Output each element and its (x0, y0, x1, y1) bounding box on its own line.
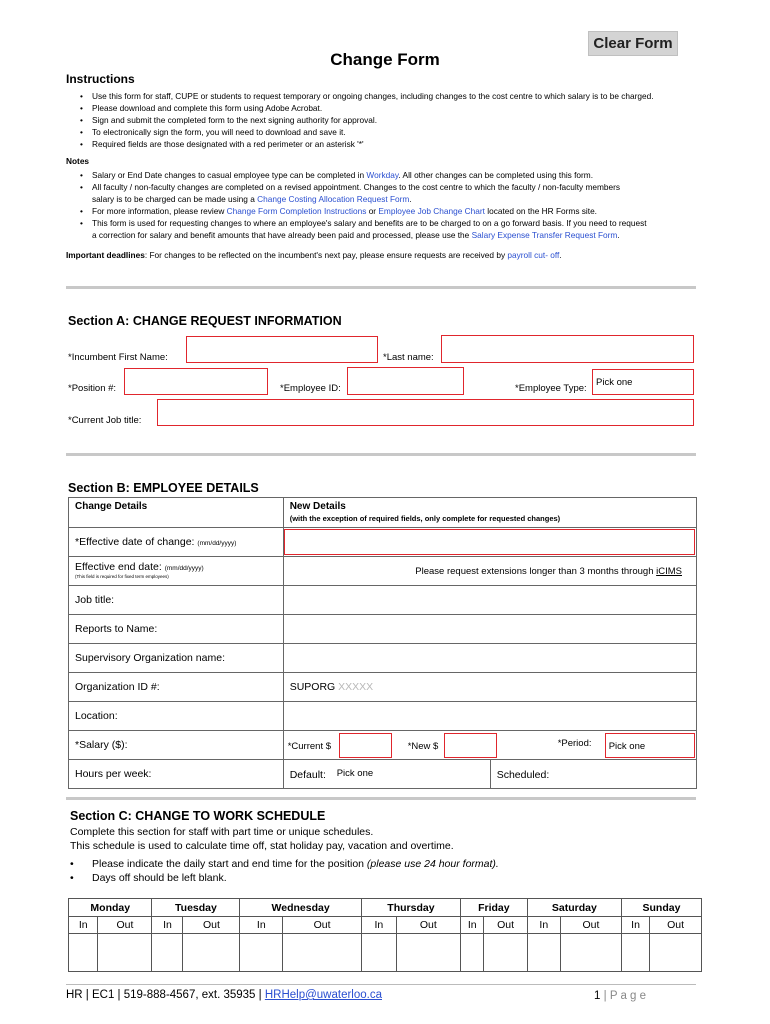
work-schedule-table (68, 898, 702, 972)
note-text: salary is to be charged can be made using a (92, 194, 258, 204)
hours-cell (283, 760, 696, 789)
day-monday: Monday (69, 899, 152, 917)
notes-list (80, 169, 740, 241)
note-text: Salary or End Date changes to casual employee type can be completed in (92, 170, 367, 180)
instructions-heading: Instructions (66, 72, 135, 86)
sup-org-label: Supervisory Organization name: (69, 644, 284, 673)
note-text: or (366, 206, 379, 216)
hours-label: Hours per week: (69, 760, 284, 789)
effective-date-text: *Effective date of change: (75, 536, 195, 548)
schedule-input-row (69, 934, 702, 972)
day-sunday: Sunday (621, 899, 701, 917)
effective-date-label (69, 528, 284, 557)
page-separator: | (603, 990, 607, 1002)
deadline-end: . (559, 250, 562, 260)
location-label: Location: (69, 702, 284, 731)
time-input[interactable] (460, 934, 484, 972)
scheduled-label: Scheduled: (496, 769, 550, 781)
time-input[interactable] (183, 934, 240, 972)
time-input[interactable] (283, 934, 362, 972)
last-name-label: *Last name: (383, 352, 434, 363)
job-title-input[interactable] (283, 586, 696, 615)
new-salary-label: *New $ (407, 741, 439, 752)
end-date-label (69, 557, 284, 586)
in-header: In (460, 917, 484, 934)
reports-to-input[interactable] (283, 615, 696, 644)
note-text: This form is used for requesting changes to where an employee's salary and benefits are to be charged to on a go forward basis. If you need to request (92, 218, 647, 228)
day-saturday: Saturday (527, 899, 621, 917)
out-header: Out (396, 917, 460, 934)
instruction-item: • To electronically sign the form, you will need to download and save it. (80, 126, 740, 138)
cell-divider (490, 760, 491, 788)
employee-id-label: *Employee ID: (280, 383, 341, 394)
reports-to-label: Reports to Name: (69, 615, 284, 644)
table-row (69, 586, 697, 615)
out-header: Out (283, 917, 362, 934)
effective-date-format: (mm/dd/yyyy) (197, 540, 237, 547)
time-input[interactable] (69, 934, 98, 972)
section-c-intro-1: Complete this section for staff with part time or unique schedules. (70, 826, 374, 838)
schedule-days-row (69, 899, 702, 917)
note-item (80, 217, 740, 241)
note-text: For more information, please review (92, 206, 227, 216)
period-label: *Period: (557, 738, 592, 749)
table-row (69, 615, 697, 644)
employee-type-select[interactable]: Pick one (592, 369, 694, 395)
table-row (69, 673, 697, 702)
out-header: Out (183, 917, 240, 934)
end-date-format: (mm/dd/yyyy) (164, 565, 204, 572)
page-word: P a g e (609, 990, 647, 1002)
bullet-text: Days off should be left blank. (92, 872, 227, 884)
salary-expense-transfer-link[interactable]: Salary Expense Transfer Request Form (471, 230, 618, 240)
note-text: a correction for salary and benefit amounts that have already been paid and processed, please use the (92, 230, 472, 240)
icims-link[interactable]: iCIMS (656, 565, 682, 577)
org-id-placeholder: XXXXX (338, 681, 374, 693)
note-item (80, 169, 740, 181)
employee-type-label: *Employee Type: (515, 383, 587, 394)
new-details-subtitle: (with the exception of required fields, only complete for requested changes) (289, 514, 561, 523)
table-row (69, 760, 697, 789)
salary-cell (283, 731, 696, 760)
current-salary-input[interactable] (339, 733, 392, 758)
instruction-item: • Use this form for staff, CUPE or students to request temporary or ongoing changes, including changes to the cost centre to which salary is to be charged. (80, 90, 740, 102)
job-title-label: Job title: (69, 586, 284, 615)
default-label: Default: (289, 769, 326, 781)
completion-instructions-link[interactable]: Change Form Completion Instructions (226, 206, 367, 216)
new-details-header (283, 498, 696, 528)
day-friday: Friday (460, 899, 527, 917)
current-job-title-input[interactable] (157, 399, 694, 426)
time-input[interactable] (650, 934, 702, 972)
bullet: • (70, 872, 74, 884)
change-details-header: Change Details (69, 498, 284, 528)
bullet-text: Please indicate the daily start and end time for the position (92, 858, 367, 870)
table-row (69, 528, 697, 557)
org-id-prefix: SUPORG (289, 681, 336, 693)
bullet-italic: (please use 24 hour format). (366, 858, 499, 870)
footer-contact (66, 989, 382, 1001)
section-b-heading: Section B: EMPLOYEE DETAILS (68, 481, 259, 495)
position-input[interactable] (124, 368, 268, 395)
section-c-bullet-2 (70, 872, 227, 884)
note-text: . (617, 230, 620, 240)
footer-divider (66, 984, 696, 985)
time-input[interactable] (361, 934, 396, 972)
out-header: Out (650, 917, 702, 934)
bullet: • (70, 858, 74, 870)
org-id-label: Organization ID #: (69, 673, 284, 702)
position-label: *Position #: (68, 383, 117, 394)
employee-details-table (68, 497, 697, 789)
divider (66, 286, 696, 289)
location-input[interactable] (283, 702, 696, 731)
new-details-title: New Details (289, 501, 346, 512)
notes-heading: Notes (66, 156, 90, 166)
table-row (69, 644, 697, 673)
page-num: 1 (594, 990, 601, 1002)
page-title: Change Form (330, 50, 440, 69)
section-c-heading: Section C: CHANGE TO WORK SCHEDULE (70, 809, 326, 823)
new-salary-input[interactable] (444, 733, 497, 758)
instruction-item: • Required fields are those designated with a red perimeter or an asterisk '*' (80, 138, 740, 150)
employee-id-input[interactable] (347, 367, 464, 395)
clear-form-button[interactable]: Clear Form (588, 31, 678, 56)
time-input[interactable] (98, 934, 152, 972)
end-date-cell[interactable] (283, 557, 696, 586)
section-c-bullet-1 (70, 858, 499, 870)
time-input[interactable] (152, 934, 183, 972)
last-name-input[interactable] (441, 335, 694, 363)
out-header: Out (560, 917, 621, 934)
table-row (69, 731, 697, 760)
in-header: In (152, 917, 183, 934)
current-job-title-label: *Current Job title: (68, 415, 142, 426)
end-date-text: Effective end date: (75, 561, 162, 573)
end-date-message: Please request extensions longer than 3 months through (415, 565, 657, 577)
table-header-row (69, 498, 697, 528)
table-row (69, 702, 697, 731)
sup-org-input[interactable] (283, 644, 696, 673)
out-header: Out (484, 917, 527, 934)
section-a-heading: Section A: CHANGE REQUEST INFORMATION (68, 314, 342, 328)
deadline-text: : For changes to be reflected on the incumbent's next pay, please ensure requests are received by (144, 250, 508, 260)
day-tuesday: Tuesday (152, 899, 240, 917)
first-name-input[interactable] (186, 336, 378, 363)
salary-label: *Salary ($): (69, 731, 284, 760)
job-change-chart-link[interactable]: Employee Job Change Chart (378, 206, 485, 216)
deadline-label: Important deadlines (66, 250, 145, 260)
important-deadlines (66, 250, 562, 260)
effective-date-cell (283, 528, 696, 557)
in-header: In (69, 917, 98, 934)
change-costing-allocation-link[interactable]: Change Costing Allocation Request Form (257, 194, 410, 204)
first-name-label: *Incumbent First Name: (68, 352, 168, 363)
time-input[interactable] (240, 934, 283, 972)
note-text: located on the HR Forms site. (484, 206, 597, 216)
out-header: Out (98, 917, 152, 934)
note-text: . All other changes can be completed using this form. (398, 170, 594, 180)
time-input[interactable] (484, 934, 527, 972)
note-text: . (409, 194, 412, 204)
divider (66, 797, 696, 800)
time-input[interactable] (621, 934, 649, 972)
in-header: In (621, 917, 649, 934)
note-text: All faculty / non-faculty changes are completed on a revised appointment. Changes to the cost centre to which the faculty / non-faculty members (92, 182, 621, 192)
schedule-inout-row (69, 917, 702, 934)
workday-link[interactable]: Workday (366, 170, 399, 180)
note-item (80, 205, 740, 217)
footer-email-link[interactable]: HRHelp@uwaterloo.ca (264, 989, 382, 1001)
time-input[interactable] (560, 934, 621, 972)
in-header: In (361, 917, 396, 934)
default-hours-select[interactable]: Pick one (336, 768, 374, 779)
instructions-list (80, 90, 740, 150)
time-input[interactable] (396, 934, 460, 972)
current-salary-label: *Current $ (287, 741, 332, 752)
effective-date-input[interactable] (284, 529, 695, 555)
day-thursday: Thursday (361, 899, 460, 917)
time-input[interactable] (527, 934, 560, 972)
in-header: In (527, 917, 560, 934)
footer-text: HR | EC1 | 519-888-4567, ext. 35935 | (66, 989, 265, 1001)
instruction-item: • Please download and complete this form using Adobe Acrobat. (80, 102, 740, 114)
org-id-input[interactable] (283, 673, 696, 702)
end-date-note: (This field is required for fixed term employees) (75, 574, 169, 579)
instruction-item: • Sign and submit the completed form to the next signing authority for approval. (80, 114, 740, 126)
day-wednesday: Wednesday (240, 899, 361, 917)
page-number (594, 990, 646, 1002)
note-item (80, 181, 740, 205)
payroll-cutoff-link[interactable]: payroll cut- off (507, 250, 560, 260)
period-select[interactable]: Pick one (605, 733, 695, 758)
in-header: In (240, 917, 283, 934)
table-row (69, 557, 697, 586)
section-c-intro-2: This schedule is used to calculate time off, stat holiday pay, vacation and overtime. (70, 840, 454, 852)
divider (66, 453, 696, 456)
